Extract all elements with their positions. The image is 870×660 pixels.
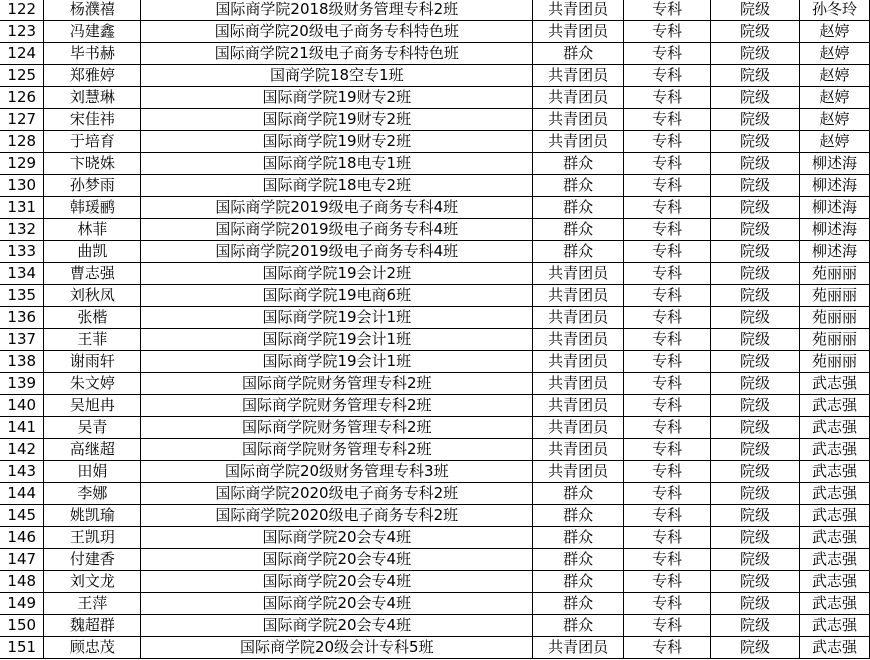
class-name-cell: 国际商学院18电专2班 <box>141 175 533 197</box>
award-level-cell: 院级 <box>711 21 800 43</box>
advisor-name-cell: 武志强 <box>799 505 869 527</box>
student-name-cell: 于培育 <box>44 131 141 153</box>
table-row <box>0 417 870 439</box>
advisor-name-cell: 柳述海 <box>799 219 869 241</box>
political-status-cell: 群众 <box>533 527 624 549</box>
political-status-cell: 共青团员 <box>533 351 624 373</box>
row-number-cell: 145 <box>0 505 44 527</box>
award-level-cell: 院级 <box>711 461 800 483</box>
education-level-cell: 专科 <box>624 131 711 153</box>
political-status-cell: 共青团员 <box>533 87 624 109</box>
advisor-name-cell: 柳述海 <box>799 175 869 197</box>
student-name-cell: 王菲 <box>44 329 141 351</box>
education-level-cell: 专科 <box>624 175 711 197</box>
row-number-cell: 147 <box>0 549 44 571</box>
row-number-cell: 143 <box>0 461 44 483</box>
political-status-cell: 共青团员 <box>533 329 624 351</box>
advisor-name-cell: 赵婷 <box>799 131 869 153</box>
advisor-name-cell: 赵婷 <box>799 109 869 131</box>
row-number-cell: 135 <box>0 285 44 307</box>
political-status-cell: 共青团员 <box>533 285 624 307</box>
student-name-cell: 冯建鑫 <box>44 21 141 43</box>
political-status-cell: 共青团员 <box>533 65 624 87</box>
education-level-cell: 专科 <box>624 439 711 461</box>
class-name-cell: 国际商学院2019级电子商务专科4班 <box>141 219 533 241</box>
class-name-cell: 国际商学院财务管理专科2班 <box>141 439 533 461</box>
advisor-name-cell: 赵婷 <box>799 43 869 65</box>
award-level-cell: 院级 <box>711 637 800 659</box>
row-number-cell: 122 <box>0 0 44 21</box>
table-row <box>0 637 870 659</box>
political-status-cell: 群众 <box>533 483 624 505</box>
table-row <box>0 549 870 571</box>
table-row <box>0 87 870 109</box>
class-name-cell: 国际商学院财务管理专科2班 <box>141 417 533 439</box>
advisor-name-cell: 武志强 <box>799 615 869 637</box>
political-status-cell: 群众 <box>533 175 624 197</box>
table-row <box>0 351 870 373</box>
education-level-cell: 专科 <box>624 615 711 637</box>
row-number-cell: 150 <box>0 615 44 637</box>
row-number-cell: 123 <box>0 21 44 43</box>
education-level-cell: 专科 <box>624 241 711 263</box>
student-name-cell: 曹志强 <box>44 263 141 285</box>
student-name-cell: 杨濮禧 <box>44 0 141 21</box>
class-name-cell: 国商学院18空专1班 <box>141 65 533 87</box>
advisor-name-cell: 赵婷 <box>799 87 869 109</box>
award-level-cell: 院级 <box>711 483 800 505</box>
row-number-cell: 142 <box>0 439 44 461</box>
class-name-cell: 国际商学院19会计1班 <box>141 329 533 351</box>
student-name-cell: 曲凯 <box>44 241 141 263</box>
education-level-cell: 专科 <box>624 461 711 483</box>
table-row <box>0 197 870 219</box>
advisor-name-cell: 武志强 <box>799 395 869 417</box>
row-number-cell: 140 <box>0 395 44 417</box>
row-number-cell: 129 <box>0 153 44 175</box>
political-status-cell: 群众 <box>533 571 624 593</box>
advisor-name-cell: 武志强 <box>799 483 869 505</box>
education-level-cell: 专科 <box>624 483 711 505</box>
education-level-cell: 专科 <box>624 0 711 21</box>
political-status-cell: 群众 <box>533 593 624 615</box>
education-level-cell: 专科 <box>624 637 711 659</box>
advisor-name-cell: 武志强 <box>799 373 869 395</box>
education-level-cell: 专科 <box>624 505 711 527</box>
table-row <box>0 329 870 351</box>
political-status-cell: 群众 <box>533 505 624 527</box>
table-row <box>0 483 870 505</box>
political-status-cell: 群众 <box>533 615 624 637</box>
row-number-cell: 130 <box>0 175 44 197</box>
class-name-cell: 国际商学院19财专2班 <box>141 87 533 109</box>
student-name-cell: 田娟 <box>44 461 141 483</box>
education-level-cell: 专科 <box>624 549 711 571</box>
award-level-cell: 院级 <box>711 43 800 65</box>
advisor-name-cell: 苑丽丽 <box>799 307 869 329</box>
table-row <box>0 153 870 175</box>
education-level-cell: 专科 <box>624 87 711 109</box>
advisor-name-cell: 孙冬玲 <box>799 0 869 21</box>
advisor-name-cell: 苑丽丽 <box>799 351 869 373</box>
row-number-cell: 132 <box>0 219 44 241</box>
advisor-name-cell: 苑丽丽 <box>799 285 869 307</box>
student-name-cell: 郑雅婷 <box>44 65 141 87</box>
class-name-cell: 国际商学院19会计1班 <box>141 307 533 329</box>
student-name-cell: 王萍 <box>44 593 141 615</box>
table-row <box>0 285 870 307</box>
student-name-cell: 李娜 <box>44 483 141 505</box>
student-name-cell: 刘秋凤 <box>44 285 141 307</box>
political-status-cell: 共青团员 <box>533 439 624 461</box>
education-level-cell: 专科 <box>624 197 711 219</box>
political-status-cell: 群众 <box>533 241 624 263</box>
student-name-cell: 姚凯瑜 <box>44 505 141 527</box>
class-name-cell: 国际商学院20级会计专科5班 <box>141 637 533 659</box>
class-name-cell: 国际商学院2019级电子商务专科4班 <box>141 241 533 263</box>
table-row <box>0 175 870 197</box>
table-row <box>0 43 870 65</box>
row-number-cell: 144 <box>0 483 44 505</box>
class-name-cell: 国际商学院19会计2班 <box>141 263 533 285</box>
student-name-cell: 刘文龙 <box>44 571 141 593</box>
table-row <box>0 461 870 483</box>
row-number-cell: 133 <box>0 241 44 263</box>
education-level-cell: 专科 <box>624 373 711 395</box>
political-status-cell: 群众 <box>533 549 624 571</box>
award-level-cell: 院级 <box>711 615 800 637</box>
award-level-cell: 院级 <box>711 571 800 593</box>
row-number-cell: 127 <box>0 109 44 131</box>
class-name-cell: 国际商学院20会专4班 <box>141 527 533 549</box>
row-number-cell: 128 <box>0 131 44 153</box>
education-level-cell: 专科 <box>624 571 711 593</box>
education-level-cell: 专科 <box>624 153 711 175</box>
class-name-cell: 国际商学院19财专2班 <box>141 109 533 131</box>
student-name-cell: 孙梦雨 <box>44 175 141 197</box>
class-name-cell: 国际商学院19财专2班 <box>141 131 533 153</box>
education-level-cell: 专科 <box>624 285 711 307</box>
award-level-cell: 院级 <box>711 593 800 615</box>
education-level-cell: 专科 <box>624 527 711 549</box>
award-level-cell: 院级 <box>711 109 800 131</box>
student-name-cell: 谢雨轩 <box>44 351 141 373</box>
student-name-cell: 顾忠茂 <box>44 637 141 659</box>
advisor-name-cell: 武志强 <box>799 417 869 439</box>
political-status-cell: 共青团员 <box>533 263 624 285</box>
education-level-cell: 专科 <box>624 263 711 285</box>
student-name-cell: 张楷 <box>44 307 141 329</box>
row-number-cell: 149 <box>0 593 44 615</box>
education-level-cell: 专科 <box>624 395 711 417</box>
award-level-cell: 院级 <box>711 263 800 285</box>
table-row <box>0 373 870 395</box>
advisor-name-cell: 武志强 <box>799 461 869 483</box>
award-level-cell: 院级 <box>711 87 800 109</box>
award-level-cell: 院级 <box>711 219 800 241</box>
row-number-cell: 124 <box>0 43 44 65</box>
advisor-name-cell: 柳述海 <box>799 153 869 175</box>
advisor-name-cell: 武志强 <box>799 527 869 549</box>
student-name-cell: 高继超 <box>44 439 141 461</box>
table-row <box>0 263 870 285</box>
table-row <box>0 241 870 263</box>
award-level-cell: 院级 <box>711 439 800 461</box>
advisor-name-cell: 武志强 <box>799 571 869 593</box>
student-name-cell: 毕书赫 <box>44 43 141 65</box>
class-name-cell: 国际商学院2020级电子商务专科2班 <box>141 505 533 527</box>
political-status-cell: 共青团员 <box>533 461 624 483</box>
education-level-cell: 专科 <box>624 109 711 131</box>
row-number-cell: 125 <box>0 65 44 87</box>
student-name-cell: 林菲 <box>44 219 141 241</box>
table-row <box>0 21 870 43</box>
award-level-cell: 院级 <box>711 395 800 417</box>
student-name-cell: 魏超群 <box>44 615 141 637</box>
political-status-cell: 共青团员 <box>533 21 624 43</box>
student-name-cell: 宋佳祎 <box>44 109 141 131</box>
class-name-cell: 国际商学院18电专1班 <box>141 153 533 175</box>
class-name-cell: 国际商学院2020级电子商务专科2班 <box>141 483 533 505</box>
award-level-cell: 院级 <box>711 329 800 351</box>
row-number-cell: 146 <box>0 527 44 549</box>
advisor-name-cell: 赵婷 <box>799 65 869 87</box>
award-level-cell: 院级 <box>711 175 800 197</box>
row-number-cell: 151 <box>0 637 44 659</box>
class-name-cell: 国际商学院财务管理专科2班 <box>141 373 533 395</box>
award-level-cell: 院级 <box>711 0 800 21</box>
table-row <box>0 219 870 241</box>
political-status-cell: 共青团员 <box>533 395 624 417</box>
education-level-cell: 专科 <box>624 65 711 87</box>
class-name-cell: 国际商学院20会专4班 <box>141 615 533 637</box>
political-status-cell: 群众 <box>533 43 624 65</box>
class-name-cell: 国际商学院21级电子商务专科特色班 <box>141 43 533 65</box>
table-row <box>0 571 870 593</box>
class-name-cell: 国际商学院财务管理专科2班 <box>141 395 533 417</box>
advisor-name-cell: 苑丽丽 <box>799 329 869 351</box>
education-level-cell: 专科 <box>624 417 711 439</box>
award-level-cell: 院级 <box>711 417 800 439</box>
row-number-cell: 139 <box>0 373 44 395</box>
advisor-name-cell: 武志强 <box>799 549 869 571</box>
award-level-cell: 院级 <box>711 153 800 175</box>
political-status-cell: 群众 <box>533 153 624 175</box>
table-row <box>0 439 870 461</box>
advisor-name-cell: 武志强 <box>799 439 869 461</box>
student-name-cell: 朱文婷 <box>44 373 141 395</box>
political-status-cell: 共青团员 <box>533 307 624 329</box>
row-number-cell: 141 <box>0 417 44 439</box>
award-level-cell: 院级 <box>711 65 800 87</box>
table-row <box>0 0 870 21</box>
political-status-cell: 共青团员 <box>533 417 624 439</box>
student-name-cell: 韩瑗鹂 <box>44 197 141 219</box>
political-status-cell: 共青团员 <box>533 131 624 153</box>
table-row <box>0 307 870 329</box>
award-level-cell: 院级 <box>711 285 800 307</box>
row-number-cell: 136 <box>0 307 44 329</box>
row-number-cell: 126 <box>0 87 44 109</box>
education-level-cell: 专科 <box>624 351 711 373</box>
education-level-cell: 专科 <box>624 43 711 65</box>
table-row <box>0 65 870 87</box>
education-level-cell: 专科 <box>624 593 711 615</box>
row-number-cell: 137 <box>0 329 44 351</box>
class-name-cell: 国际商学院20会专4班 <box>141 593 533 615</box>
class-name-cell: 国际商学院20会专4班 <box>141 549 533 571</box>
advisor-name-cell: 武志强 <box>799 593 869 615</box>
table-row <box>0 109 870 131</box>
student-name-cell: 吴青 <box>44 417 141 439</box>
row-number-cell: 138 <box>0 351 44 373</box>
class-name-cell: 国际商学院20级财务管理专科3班 <box>141 461 533 483</box>
education-level-cell: 专科 <box>624 329 711 351</box>
political-status-cell: 共青团员 <box>533 0 624 21</box>
table-row <box>0 131 870 153</box>
award-level-cell: 院级 <box>711 197 800 219</box>
advisor-name-cell: 赵婷 <box>799 21 869 43</box>
table-row <box>0 615 870 637</box>
award-level-cell: 院级 <box>711 307 800 329</box>
advisor-name-cell: 柳述海 <box>799 241 869 263</box>
advisor-name-cell: 柳述海 <box>799 197 869 219</box>
student-name-cell: 王凯玥 <box>44 527 141 549</box>
award-level-cell: 院级 <box>711 351 800 373</box>
table-row <box>0 395 870 417</box>
student-name-cell: 吴旭冉 <box>44 395 141 417</box>
political-status-cell: 共青团员 <box>533 373 624 395</box>
education-level-cell: 专科 <box>624 21 711 43</box>
class-name-cell: 国际商学院20级电子商务专科特色班 <box>141 21 533 43</box>
row-number-cell: 148 <box>0 571 44 593</box>
political-status-cell: 群众 <box>533 219 624 241</box>
award-level-cell: 院级 <box>711 505 800 527</box>
class-name-cell: 国际商学院19电商6班 <box>141 285 533 307</box>
education-level-cell: 专科 <box>624 307 711 329</box>
table-row <box>0 505 870 527</box>
award-level-cell: 院级 <box>711 131 800 153</box>
row-number-cell: 131 <box>0 197 44 219</box>
political-status-cell: 群众 <box>533 197 624 219</box>
education-level-cell: 专科 <box>624 219 711 241</box>
table-row <box>0 527 870 549</box>
political-status-cell: 共青团员 <box>533 637 624 659</box>
class-name-cell: 国际商学院2018级财务管理专科2班 <box>141 0 533 21</box>
student-name-cell: 卞晓姝 <box>44 153 141 175</box>
award-level-cell: 院级 <box>711 241 800 263</box>
award-level-cell: 院级 <box>711 527 800 549</box>
political-status-cell: 共青团员 <box>533 109 624 131</box>
award-level-cell: 院级 <box>711 549 800 571</box>
class-name-cell: 国际商学院2019级电子商务专科4班 <box>141 197 533 219</box>
student-name-cell: 刘慧琳 <box>44 87 141 109</box>
advisor-name-cell: 苑丽丽 <box>799 263 869 285</box>
class-name-cell: 国际商学院19会计1班 <box>141 351 533 373</box>
table-row <box>0 593 870 615</box>
award-level-cell: 院级 <box>711 373 800 395</box>
student-name-cell: 付建香 <box>44 549 141 571</box>
advisor-name-cell: 武志强 <box>799 637 869 659</box>
row-number-cell: 134 <box>0 263 44 285</box>
class-name-cell: 国际商学院20会专4班 <box>141 571 533 593</box>
